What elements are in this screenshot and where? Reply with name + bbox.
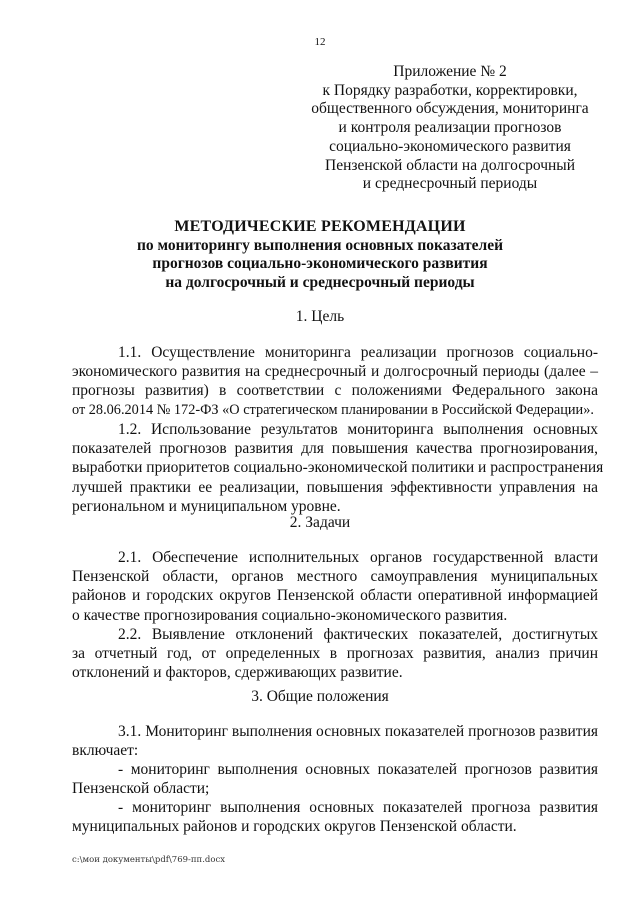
text-line: выработки приоритетов социально-экономической политики и распространения xyxy=(72,459,604,477)
section-heading-tasks: 2. Задачи xyxy=(289,514,351,531)
annex-line: социально-экономического развития xyxy=(329,137,571,155)
text-line: включает: xyxy=(72,742,139,760)
text-line: Пензенской области, органов местного самоуправления муниципальных xyxy=(72,568,598,586)
text-line: прогнозы развития) в соответствии с положениями Федерального закона xyxy=(72,382,598,400)
annex-line: Приложение № 2 xyxy=(393,63,507,80)
title-line: прогнозов социально-экономического развития xyxy=(152,255,488,273)
annex-block xyxy=(300,63,600,194)
title-line: по мониторингу выполнения основных показателей xyxy=(136,236,504,254)
section-heading-goal: 1. Цель xyxy=(295,308,345,325)
list-item-municipal xyxy=(72,798,598,836)
annex-line: общественного обсуждения, мониторинга xyxy=(311,100,589,118)
title-main: МЕТОДИЧЕСКИЕ РЕКОМЕНДАЦИИ xyxy=(174,218,466,235)
text-line: показателей прогнозов развития для повышения качества прогнозирования, xyxy=(72,440,598,458)
paragraph-2-1 xyxy=(72,548,598,625)
annex-line: и среднесрочный периоды xyxy=(362,175,538,193)
text-line: - мониторинг выполнения основных показателей прогноза развития xyxy=(118,799,598,816)
list-item-region xyxy=(72,760,598,798)
text-line: Пензенской области; xyxy=(72,780,210,798)
footer-file-path: c:\мои документы\pdf\769-пп.docx xyxy=(72,855,226,865)
text-line: экономического развития на среднесрочный и долгосрочный периоды (далее – xyxy=(72,363,598,381)
paragraph-3-1 xyxy=(72,722,598,760)
text-line: о качестве прогнозирования социально-экономического развития. xyxy=(72,606,508,624)
text-line: лучшей практики ее реализации, повышения эффективности управления на xyxy=(72,478,598,496)
annex-line: и контроля реализации прогнозов xyxy=(338,119,562,137)
document-title xyxy=(0,218,640,292)
text-line: за отчетный год, от определенных в прогнозах развития, анализ причин xyxy=(72,645,598,663)
title-line: на долгосрочный и среднесрочный периоды xyxy=(165,273,475,291)
annex-line: Пензенской области на долгосрочный xyxy=(325,156,575,174)
paragraph-1-2 xyxy=(72,420,604,516)
text-line: 2.2. Выявление отклонений фактических показателей, достигнутых xyxy=(118,626,598,643)
text-line: региональном и муниципальном уровне. xyxy=(72,497,341,515)
text-line: муниципальных районов и городских округов Пензенской области. xyxy=(72,818,517,836)
text-line: - мониторинг выполнения основных показателей прогнозов развития xyxy=(118,761,598,778)
annex-line: к Порядку разработки, корректировки, xyxy=(322,81,578,99)
page-number: 12 xyxy=(314,36,326,48)
paragraph-1-1 xyxy=(72,343,598,420)
text-line: 1.1. Осуществление мониторинга реализации прогнозов социально- xyxy=(118,344,598,361)
text-line: районов и городских округов Пензенской области оперативной информацией xyxy=(72,587,598,605)
paragraph-2-2 xyxy=(72,625,598,683)
text-line: 2.1. Обеспечение исполнительных органов государственной власти xyxy=(118,549,598,566)
section-heading-general: 3. Общие положения xyxy=(251,688,389,705)
text-line: 1.2. Использование результатов мониторинга выполнения основных xyxy=(118,421,598,438)
text-line: 3.1. Мониторинг выполнения основных показателей прогнозов развития xyxy=(118,723,598,740)
text-line: от 28.06.2014 № 172-ФЗ «О стратегическом планировании в Российской Федерации». xyxy=(72,401,594,418)
text-line: отклонений и факторов, сдерживающих развитие. xyxy=(72,664,403,682)
